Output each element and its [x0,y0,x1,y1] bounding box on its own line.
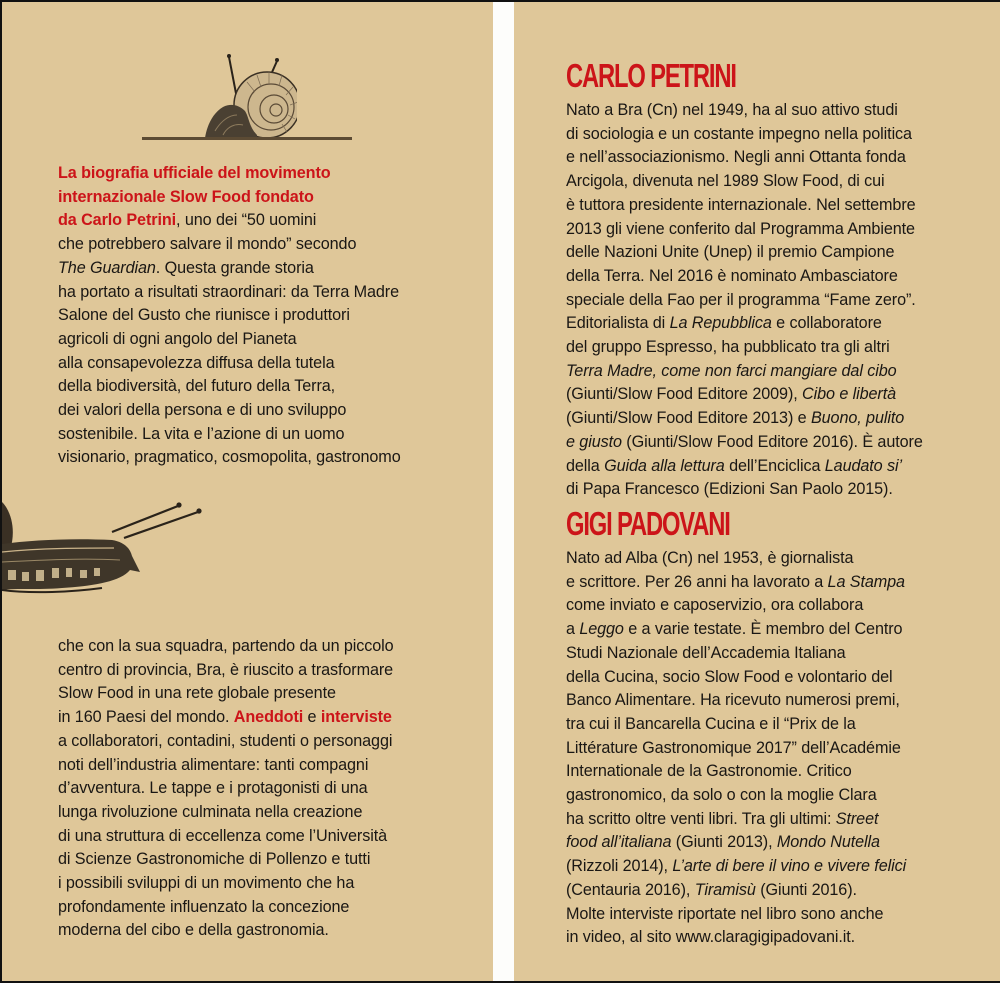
highlight-text: da Carlo Petrini [58,211,177,230]
italic-title: Cibo e libertà [802,385,897,404]
highlight-text: Aneddoti [233,708,304,727]
italic-title: Laudato si’ [824,456,902,475]
text-line [566,831,906,855]
text-line: come inviato e caposervizio, ora collabora [566,596,864,615]
author-heading-padovani: GIGI PADOVANI [566,505,730,542]
text-line [566,455,923,479]
highlight-text: internazionale Slow Food fondato [58,187,314,206]
bio-petrini [566,99,923,502]
italic-title: La Repubblica [669,314,772,333]
text-line: Salone del Gusto che riunisce i produttori [58,306,350,325]
text-line [566,360,923,384]
text-line [58,209,401,233]
text-line: Studi Nazionale dell’Accademia Italiana [566,643,846,662]
text-line: alla consapevolezza diffusa della tutela [58,353,335,372]
text-line [58,186,401,210]
italic-title: The Guardian [58,258,156,277]
text-line [566,383,923,407]
text-line: della biodiversità, del futuro della Terra, [58,377,336,396]
text-fragment: e collaboratore [771,314,882,333]
text-line: di Scienze Gastronomiche di Pollenzo e tutti [58,850,371,869]
text-fragment: dell’Enciclica [724,456,825,475]
text-fragment: e scrittore. Per 26 anni ha lavorato a [566,572,828,591]
italic-title: Leggo [579,620,624,639]
text-fragment: a [566,620,580,639]
author-heading-petrini: CARLO PETRINI [566,57,736,94]
text-line: di sociologia e un costante impegno nella politica [566,124,912,143]
text-line: tra cui il Bancarella Cucina e il “Prix de la [566,714,856,733]
text-line [566,407,923,431]
italic-title: La Stampa [827,572,905,591]
text-fragment: (Giunti 2016). [755,880,857,899]
text-fragment: (Centauria 2016), [566,880,695,899]
text-line [566,808,906,832]
text-line [566,571,906,595]
right-panel [514,2,1000,981]
text-fragment: della [566,456,605,475]
text-line: profondamente influenzato la concezione [58,897,350,916]
text-line [566,618,906,642]
text-line: che potrebbero salvare il mondo” secondo [58,235,357,254]
snail-top-icon [187,47,297,139]
left-panel [2,2,493,981]
text-line: ha portato a risultati straordinari: da Terra Madre [58,282,400,301]
text-line: di una struttura di eccellenza come l’Università [58,826,387,845]
text-line: Littérature Gastronomique 2017” dell’Académie [566,738,901,757]
italic-title: Guida alla lettura [604,456,725,475]
text-line: moderna del cibo e della gastronomia. [58,921,329,940]
highlight-text: interviste [320,708,392,727]
italic-title: e giusto [566,432,622,451]
text-line: e nell’associazionismo. Negli anni Ottanta fonda [566,148,906,167]
italic-title: food all’italiana [566,833,672,852]
text-fragment: (Rizzoli 2014), [566,857,673,876]
text-line: del gruppo Espresso, ha pubblicato tra gli altri [566,338,890,357]
text-line: Arcigola, divenuta nel 1989 Slow Food, di cui [566,172,885,191]
text-line: Internationale de la Gastronomie. Critico [566,762,852,781]
text-line: gastronomico, da solo o con la moglie Clara [566,786,877,805]
text-line: delle Nazioni Unite (Unep) il premio Campione [566,243,895,262]
text-line: visionario, pragmatico, cosmopolita, gastronomo [58,448,401,467]
text-line: è tuttora presidente internazionale. Nel settembre [566,195,916,214]
text-line [566,855,906,879]
text-line [58,257,401,281]
text-line: Slow Food in una rete globale presente [58,684,336,703]
text-fragment: in 160 Paesi del mondo. [58,708,234,727]
text-fragment: e [303,708,321,727]
synopsis-bottom [58,635,394,943]
text-line [58,162,401,186]
highlight-text: La biografia ufficiale del movimento [58,164,331,182]
text-line: a collaboratori, contadini, studenti o personaggi [58,731,393,750]
text-line: centro di provincia, Bra, è riuscito a trasformare [58,660,394,679]
italic-title: Tiramisù [694,880,756,899]
text-line: i possibili sviluppi di un movimento che ha [58,874,355,893]
text-line: Nato a Bra (Cn) nel 1949, ha al suo attivo studi [566,101,898,119]
text-fragment: e a varie testate. È membro del Centro [623,620,903,639]
text-fragment: (Giunti/Slow Food Editore 2016). È autore [621,432,923,451]
text-line: in video, al sito www.claragigipadovani.it. [566,928,856,947]
text-fragment: (Giunti 2013), [671,833,777,852]
text-line: della Terra. Nel 2016 è nominato Ambasciatore [566,266,898,285]
italic-title: Street [835,809,879,828]
text-line: Nato ad Alba (Cn) nel 1953, è giornalista [566,549,854,567]
text-line [566,431,923,455]
text-line: di Papa Francesco (Edizioni San Paolo 2015). [566,480,893,499]
italic-title: Buono, pulito [810,409,905,428]
text-line: Banco Alimentare. Ha ricevuto numerosi premi, [566,691,900,710]
italic-title: L’arte di bere il vino e vivere felici [672,857,907,876]
text-fragment: (Giunti/Slow Food Editore 2013) e [566,409,811,428]
text-fragment: . Questa grande storia [155,258,314,277]
text-line: d’avventura. Le tappe e i protagonisti di una [58,779,368,798]
text-line: noti dell’industria alimentare: tanti compagni [58,755,369,774]
text-line: della Cucina, socio Slow Food e volontario del [566,667,893,686]
text-fragment: (Giunti/Slow Food Editore 2009), [566,385,803,404]
text-line [566,312,923,336]
snail-side-icon [2,482,232,602]
text-line: agricoli di ogni angolo del Pianeta [58,329,297,348]
text-line: Molte interviste riportate nel libro sono anche [566,904,884,923]
text-line: speciale della Fao per il programma “Fame zero”. [566,290,916,309]
text-line: sostenibile. La vita e l’azione di un uomo [58,424,345,443]
page-gutter [493,2,514,981]
text-fragment: , uno dei “50 uomini [176,211,317,230]
divider-rule [142,137,352,140]
text-line: 2013 gli viene conferito dal Programma Ambiente [566,219,915,238]
text-line: che con la sua squadra, partendo da un piccolo [58,637,394,655]
text-fragment: ha scritto oltre venti libri. Tra gli ultimi: [566,809,836,828]
synopsis-top [58,162,401,470]
text-line [566,879,906,903]
text-line: dei valori della persona e di uno sviluppo [58,401,347,420]
italic-title: Mondo Nutella [776,833,880,852]
text-line [58,706,394,730]
text-line: lunga rivoluzione culminata nella creazione [58,802,363,821]
bio-padovani [566,547,906,950]
italic-title: Terra Madre, come non farci mangiare dal cibo [566,361,897,380]
text-fragment: Editorialista di [566,314,670,333]
